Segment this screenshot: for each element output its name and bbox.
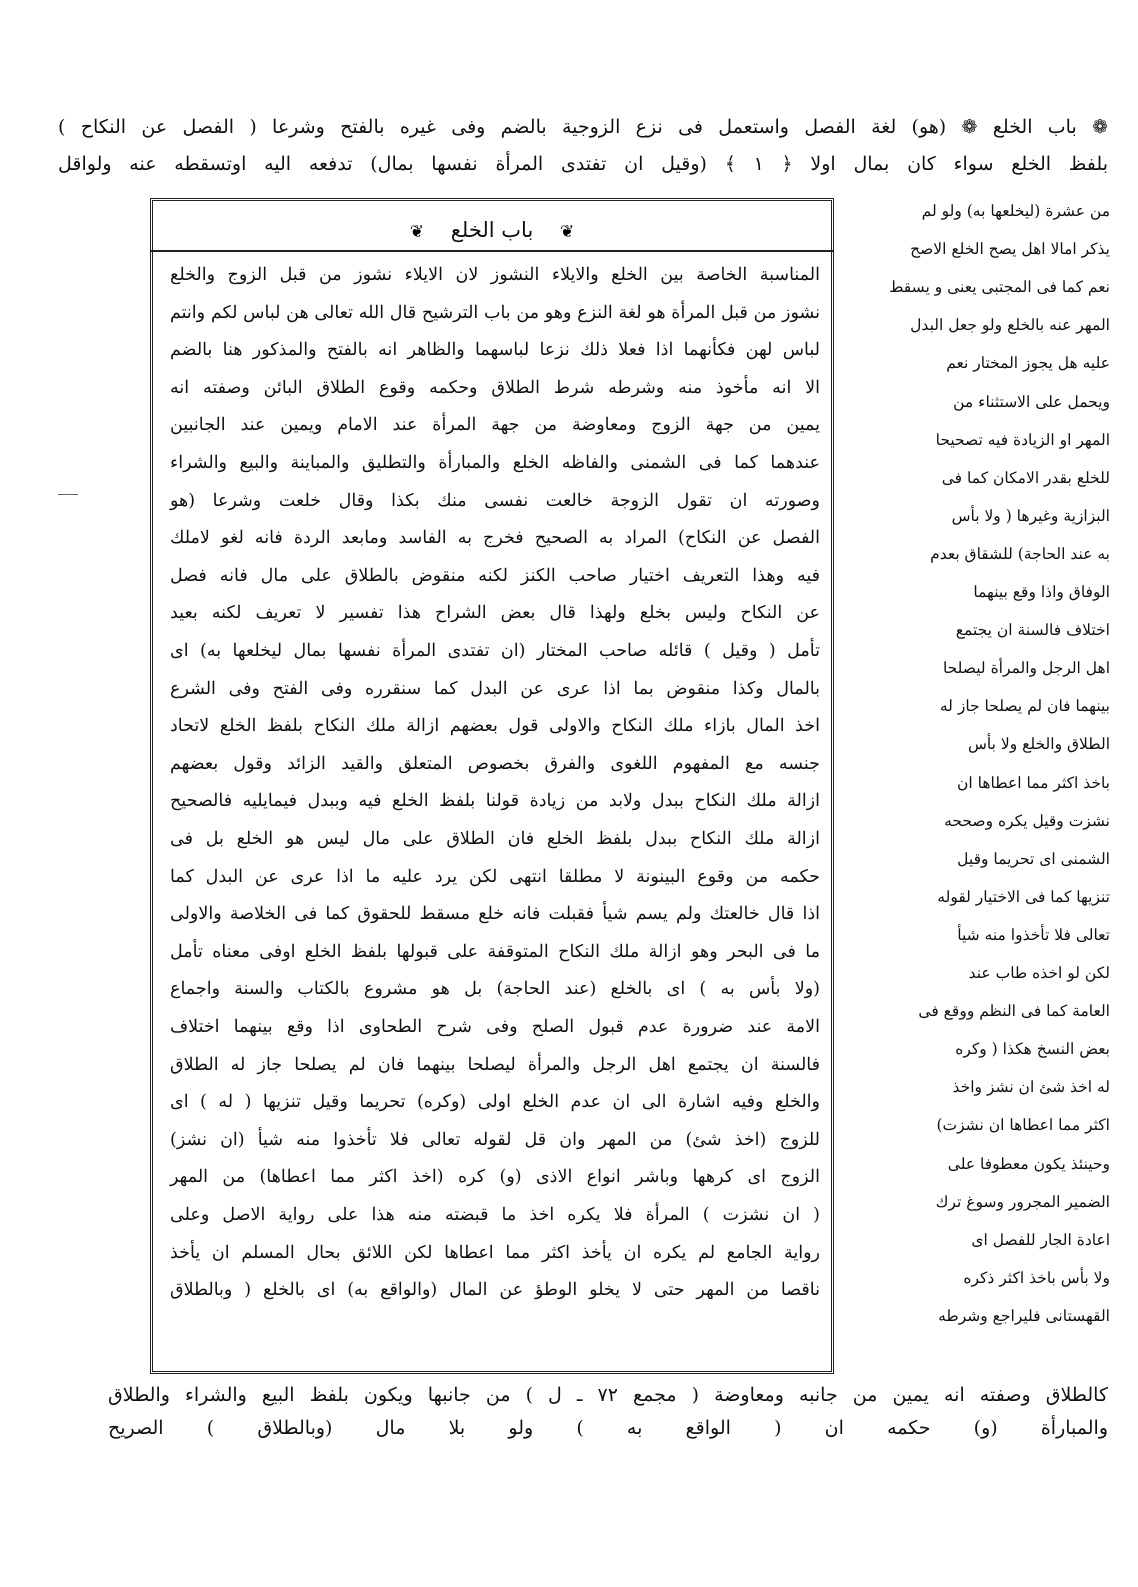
margin-line: البزازية وغيرها ( ولا بأس [951, 506, 1110, 525]
commentary-line: والخلع وفيه اشارة الى ان عدم الخلع اولى (وكره) تحريما وقيل تنزيها ( له ) اى [170, 1092, 820, 1113]
margin-line: ويحمل على الاستثناء من [953, 392, 1110, 411]
margin-line: نعم كما فى المجتبى يعنى و يسقط [889, 278, 1110, 297]
commentary-line: الا انه مأخوذ منه وشرطه شرط الطلاق وحكمه وقوع الطلاق البائن وصفته انه [170, 377, 820, 398]
footer-line-1: كالطلاق وصفته انه يمين من جانبه ومعاوضة ( مجمع ٧٢ ـ ل ) من جانبها ويكون بلفظ البيع والشراء والطلاق [108, 1384, 1108, 1406]
commentary-line: حكمه من وقوع البينونة لا مطلقا انتهى لكن يرد عليه ما اذا عرى عن البدل كما [170, 866, 820, 887]
margin-line: وحينئذ يكون معطوفا على [947, 1154, 1110, 1173]
margin-line: المهر او الزيادة فيه تصحيحا [935, 430, 1110, 449]
margin-line: ولا بأس باخذ اكثر ذكره [963, 1268, 1110, 1287]
commentary-line: وصورته ان تقول الزوجة خالعت نفسى منك بكذا وقال خلعت وشرعا (هو [170, 490, 820, 511]
margin-line: تنزيها كما فى الاختيار لقوله [937, 887, 1110, 906]
commentary-line: الزوج اى كرهها وباشر انواع الاذى (و) كره (اخذ اكثر مما اعطاها) من المهر [170, 1167, 820, 1188]
left-ornament-icon: ❦ [559, 222, 575, 242]
margin-line: الشمنى اى تحريما وقيل [957, 849, 1110, 868]
margin-line: المهر عنه بالخلع ولو جعل البدل [910, 316, 1110, 335]
commentary-line: (ولا بأس به ) اى بالخلع (عند الحاجة) بل هو مشروع بالكتاب والسنة واجماع [170, 979, 820, 1000]
commentary-line: جنسه مع المفهوم اللغوى والفرق بخصوص المتعلق والقيد الزائد وقول بعضهم [170, 753, 820, 774]
margin-line: بعض النسخ هكذا ( وكره [955, 1040, 1110, 1059]
commentary-line: اذا قال خالعتك ولم يسم شيأ فقبلت فانه خلع مسقط للحقوق كما فى الخلاصة والاولى [170, 904, 820, 925]
box-title [150, 210, 834, 252]
commentary-line: ( ان نشزت ) المرأة فلا يكره اخذ ما قبضته منه هذا على رواية الاصل وعلى [170, 1205, 820, 1225]
commentary-line: فالسنة ان يجتمع اهل الرجل والمرأة ليصلحا بينهما فان لم يصلحا جاز له الطلاق [170, 1054, 820, 1075]
margin-line: القهستانى فليراجع وشرطه [938, 1306, 1110, 1325]
margin-line: لكن لو اخذه طاب عند [968, 964, 1110, 982]
margin-line: الوفاق واذا وقع بينهما [973, 583, 1110, 601]
header-line-2: بلفظ الخلع سواء كان بمال اولا ﴿ ١ ﴾ (وقيل ان تفتدى المرأة نفسها بمال) تدفعه اليه اوتسقطه عنه ولواقل [58, 153, 1108, 175]
header-line-1: ❁ باب الخلع ❁ (هو) لغة الفصل واستعمل فى نزع الزوجية بالضم وفى غيره بالفتح وشرعا ( الفصل عن النكاح ) [58, 116, 1108, 138]
margin-line: له اخذ شئ ان نشز واخذ [952, 1078, 1110, 1097]
right-ornament-icon: ❦ [409, 222, 424, 242]
margin-mark [58, 494, 78, 495]
margin-line: به عند الحاجة) للشقاق بعدم [930, 544, 1110, 563]
margin-line: يذكر امالا اهل يصح الخلع الاصح [910, 240, 1110, 259]
margin-line: الطلاق والخلع ولا بأس [968, 735, 1110, 754]
commentary-line: رواية الجامع لم يكره ان يأخذ اكثر مما اعطاها لكن اللائق بحال المسلم ان يأخذ [170, 1242, 820, 1263]
footer-line-2: والمبارأة (و) حكمه ان ( الواقع به ) ولو بلا مال (وبالطلاق ) الصريح [108, 1417, 1108, 1439]
commentary-line: للزوج (اخذ شئ) من المهر وان قل لقوله تعالى فلا تأخذوا منه شيأ (ان نشز) [170, 1129, 820, 1150]
box-title-text: باب الخلع [450, 218, 534, 242]
margin-line: العامة كما فى النظم ووقع فى [918, 1002, 1110, 1021]
margin-line: اختلاف فالسنة ان يجتمع [955, 621, 1110, 640]
commentary-line: لباس لهن فكأنهما اذا فعلا ذلك نزعا لباسهما والظاهر انه بالفتح والمذكور هنا بالضم [170, 340, 820, 361]
margin-line: نشزت وقيل يكره وصححه [944, 811, 1110, 830]
margin-line: بينهما فان لم يصلحا جاز له [939, 697, 1110, 716]
margin-line: اهل الرجل والمرأة ليصلحا [942, 659, 1110, 678]
commentary-line: المناسبة الخاصة بين الخلع والايلاء النشوز لان الايلاء نشوز من قبل الزوج والخلع [170, 265, 820, 285]
commentary-line: يمين من جهة الزوج ومعاوضة من جهة المرأة عند الامام ويمين عند الجانبين [170, 415, 820, 436]
commentary-line: نشوز من قبل المرأة هو لغة النزع وهو من باب الترشيح قال الله تعالى هن لباس لكم وانتم [170, 302, 820, 323]
margin-line: من عشرة (ليخلعها به) ولو لم [921, 202, 1110, 220]
margin-line: الضمير المجرور وسوغ ترك [935, 1192, 1110, 1211]
commentary-line: الفصل عن النكاح) المراد به الصحيح فخرج به الفاسد ومابعد الردة فانه لغو لاملك [170, 528, 820, 549]
margin-line: عليه هل يجوز المختار نعم [946, 354, 1110, 373]
commentary-line: ناقصا من المهر حتى لا يخلو الوطؤ عن المال (والواقع به) اى بالخلع ( وبالطلاق [170, 1280, 820, 1301]
commentary-line: عندهما كما فى الشمنى والفاظه الخلع والمبارأة والتطليق والمباينة والبيع والشراء [170, 453, 820, 473]
commentary-line: ازالة ملك النكاح ببدل ولابد من زيادة قولنا بلفظ الخلع فيه وببدل فيمايليه فالصحيح [170, 791, 820, 812]
commentary-line: بالمال وكذا منقوض بما اذا عرى عن البدل كما سنقرره وفى الفتح وفى الشرع [170, 678, 820, 699]
commentary-line: عن النكاح وليس بخلع ولهذا قال بعض الشراح هذا تفسير لا تعريف لكنه بعيد [170, 603, 820, 624]
margin-line: اعادة الجار للفصل اى [971, 1230, 1110, 1249]
margin-line: باخذ اكثر مما اعطاها ان [957, 773, 1110, 792]
margin-line: للخلع بقدر الامكان كما فى [941, 468, 1110, 487]
commentary-line: تأمل ( وقيل ) قائله صاحب المختار (ان تفتدى المرأة نفسها بمال ليخلعها به) اى [170, 641, 820, 661]
commentary-line: فيه وهذا التعريف اختيار صاحب الكنز لكنه منقوض بالطلاق على مال فانه فصل [170, 565, 820, 586]
margin-line: اكثر مما اعطاها ان نشزت) [936, 1116, 1110, 1135]
margin-line: تعالى فلا تأخذوا منه شيأ [957, 925, 1110, 944]
commentary-line: اخذ المال بازاء ملك النكاح والاولى قول بعضهم ازالة ملك النكاح بلفظ الخلع لاتحاد [170, 716, 820, 737]
commentary-line: الامة عند ضرورة عدم قبول الصلح وفى شرح الطحاوى اذا وقع بينهما اختلاف [170, 1017, 820, 1037]
commentary-line: ما فى البحر وهو ازالة ملك النكاح المتوقفة على قبولها بلفظ الخلع اوفى معناه تأمل [170, 941, 820, 962]
commentary-line: ازالة ملك النكاح ببدل بلفظ الخلع فان الطلاق على مال ليس هو الخلع بل فى [170, 829, 820, 849]
